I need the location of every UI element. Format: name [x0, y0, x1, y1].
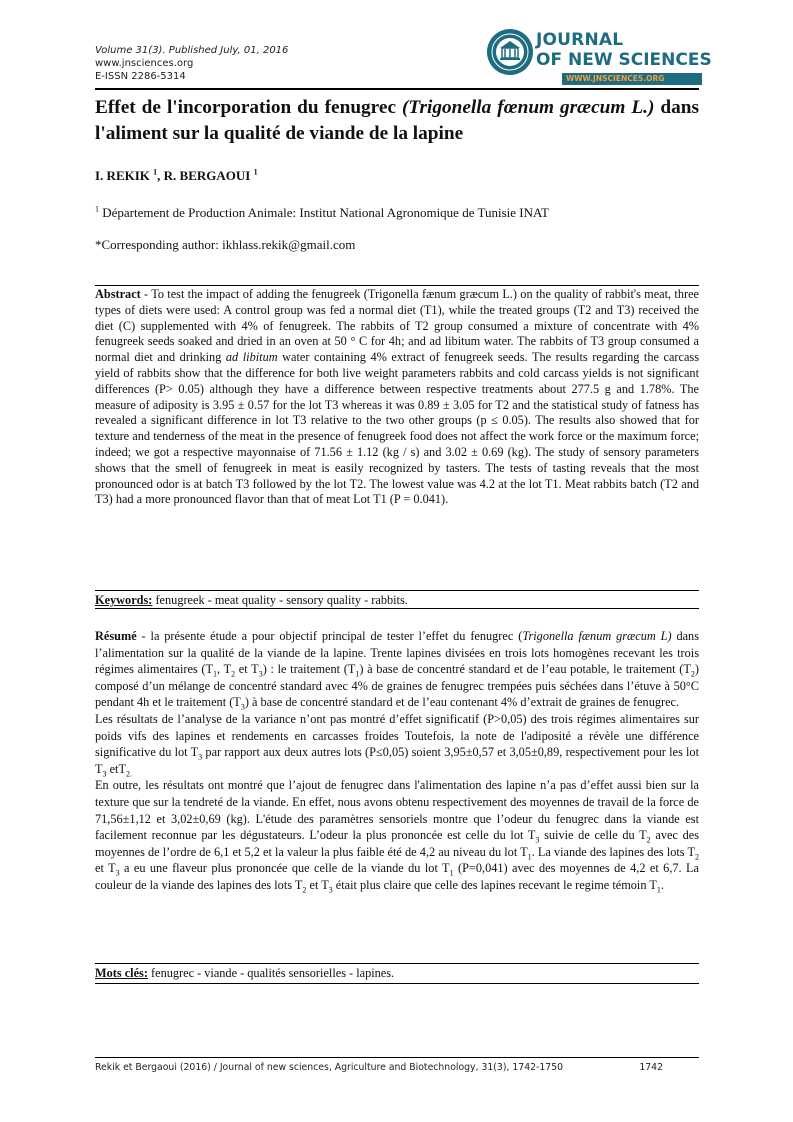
mots-cles-top-rule	[95, 963, 699, 964]
abstract-top-rule	[95, 285, 699, 286]
subscript: 3	[102, 769, 107, 779]
resume-text: et T	[95, 861, 116, 876]
keywords-top-rule	[95, 590, 699, 591]
resume-paragraph-1	[95, 628, 699, 711]
subscript: 3	[328, 885, 333, 895]
resume-label: Résumé	[95, 629, 137, 643]
subscript: 1	[213, 669, 218, 679]
affiliation-sup: 1	[95, 204, 99, 214]
keywords-bottom-rule	[95, 608, 699, 609]
subscript: 1	[449, 868, 454, 878]
subscript: 2	[646, 835, 651, 845]
subscript: 3	[535, 835, 540, 845]
abstract-text-2: water containing 4% extract of fenugreek seeds. The results regarding the carcass yield of rabbits show that the difference for both live weight parameters rabbits and cold carcass yields is not significant differences (P> 0.05) although they have a difference between respective treatments about 277.5 g and 1.78%. The measure of adiposity is 3.95 ± 0.57 for the lot T3 whereas it was 0.89 ± 3.05 for T2 and the statistical study of fatness has revealed a significant difference in lot T3 relative to the two other groups (p ≤ 0.05). The results also showed that for texture and tenderness of the meat in the presence of fenugreek food does not affect the work force or the maximum force; indeed; we got a respective mayonnaise of 71.56 ± 1.12 (kg / s) and 3.02 ± 0.69 (kg). The study of sensory parameters shows that the smell of fenugreek in meat is easily recognized by tasters. The tests of tasting reveals that the most pronounced odor is at batch T3 followed by the lot T2. The lowest value was 4.2 at the lot T1. Meat rabbits batch (T2 and T3) had a more pronounced flavor than that of meat Lot T1 (P = 0.041).	[95, 350, 700, 507]
resume	[95, 628, 699, 894]
subscript: 1	[656, 885, 661, 895]
resume-text: . La viande des lapines des lots T	[531, 844, 695, 859]
resume-species: Trigonella fænum græcum L)	[522, 629, 672, 643]
affiliation	[95, 205, 549, 221]
mots-cles-label: Mots clés:	[95, 966, 148, 980]
affiliation-text: Département de Production Animale: Institut National Agronomique de Tunisie INAT	[99, 205, 549, 220]
mots-cles-text: fenugrec - viande - qualités sensorielles - lapines.	[147, 966, 395, 980]
title-species: (Trigonella fœnum græcum L.)	[402, 97, 655, 118]
abstract-italic: ad libitum	[225, 350, 278, 365]
resume-text: ) : le traitement (T	[262, 662, 356, 677]
corresponding-author: *Corresponding author: ikhlass.rekik@gmail.com	[95, 237, 356, 252]
resume-text: Les résultats de l’analyse de la variance n’ont pas montré d’effet significatif (P>0,05) des trois régimes alimentaires sur poids vifs des lapines et rendements en carcasses froides Toutefois, la note de l'adiposité a révèle une différence significative du lot T	[95, 711, 699, 760]
resume-text: ) à base de concentré standard et de l’eau potable, le traitement (T	[359, 662, 691, 677]
journal-logo	[486, 24, 712, 92]
mots-cles-bottom-rule	[95, 983, 699, 984]
subscript: 3	[198, 752, 203, 762]
header-rule	[95, 88, 699, 90]
resume-text: dans l’alimentation sur la qualité de la viande de la lapine. Trente lapines divisées en trois lots homogènes recevant les trois régimes alimentaires (T	[95, 629, 699, 677]
resume-text: avec des moyennes de l’ordre de 6,1 et 5,2 et la valeur la plus faible été de 4,2 au niveau du lot T	[95, 828, 699, 859]
logo-url: WWW.JNSCIENCES.ORG	[566, 74, 665, 83]
journal-seal-icon	[486, 28, 534, 76]
author-1: I. REKIK	[95, 168, 150, 183]
resume-text: et T	[306, 877, 329, 892]
resume-paragraph-2	[95, 711, 699, 777]
logo-line-new-sciences: OF NEW SCIENCES	[536, 50, 712, 70]
author-2: R. BERGAOUI	[163, 168, 251, 183]
logo-line-journal: JOURNAL	[536, 30, 624, 50]
resume-text: , T	[217, 662, 232, 677]
resume-text: ) composé d’un mélange de concentré standard avec 4% de graines de fenugrec trempées puis séchées dans l’étuve à 50°C pendant 4h et le traitement (T	[95, 662, 699, 710]
resume-text: suivie de celle du T	[539, 828, 647, 843]
resume-text: par rapport aux deux autres lots (P≤0,05) soient 3,95±0,57 et 3,05±0,89, respectivement pour les lot T	[95, 745, 699, 776]
author-1-sup: 1	[153, 167, 158, 177]
abstract-label: Abstract	[95, 287, 141, 301]
author-list	[95, 168, 258, 184]
resume-text: a eu une flaveur plus prononcée que celle de la viande du lot T	[119, 861, 450, 876]
subscript: 3	[240, 702, 245, 712]
page-number: 1742	[639, 1062, 663, 1073]
resume-text: était plus claire que celle des lapines recevant le regime témoin T	[332, 877, 657, 892]
title-part1: Effet de l'incorporation du fenugrec	[95, 97, 402, 118]
footer-citation: Rekik et Bergaoui (2016) / Journal of new sciences, Agriculture and Biotechnology, 31(3), 1742-1750	[95, 1062, 564, 1073]
mots-cles	[95, 966, 394, 981]
subscript: 3	[258, 669, 263, 679]
title-part2: dans l'aliment sur la qualité de viande de la lapine	[95, 97, 699, 144]
keywords	[95, 593, 408, 608]
journal-header-meta	[95, 44, 288, 83]
subscript: 2	[695, 852, 699, 862]
keywords-label: Keywords:	[95, 593, 153, 607]
eissn-line: E-ISSN 2286-5314	[95, 71, 186, 82]
subscript: 1	[527, 852, 532, 862]
subscript: 2	[302, 885, 307, 895]
subscript: 3	[115, 868, 120, 878]
abstract-text-1: - To test the impact of adding the fenugreek (Trigonella fænum græcum L.) on the quality of rabbit's meat, three types of diets were used: A control group was fed a normal diet (T1), while the treated groups (T2 and T3) received the diet (C) supplemented with 4% of fenugreek. The rabbits of T2 group consumed a mixture of concentrate with 4% fenugreek seeds soaked and dried in an oven at 50 ° C for 4h; and ad libitum water. The rabbits of T3 group consumed a normal diet and drinking	[95, 287, 699, 365]
resume-text: .	[660, 877, 664, 892]
author-2-sup: 1	[253, 167, 258, 177]
page-footer	[95, 1062, 699, 1073]
resume-text: (P=0,041) avec des moyennes de 4,2 et 6,7. La couleur de la viande des lapines des lots T	[95, 861, 700, 892]
resume-text: ) à base de concentré standard et de l’eau contenant 4% d’extrait de graines de fenugrec.	[244, 695, 680, 710]
subscript: 2.	[125, 769, 132, 779]
footer-rule	[95, 1057, 699, 1058]
subscript: 2	[231, 669, 236, 679]
website-line: www.jnsciences.org	[95, 58, 194, 69]
resume-text: - la présente étude a pour objectif principal de tester l’effet du fenugrec (	[136, 629, 523, 643]
resume-text: En outre, les résultats ont montré que l’ajout de fenugrec dans l'alimentation des lapine n’a pas d’effet aussi bien sur la texture que sur la tendreté de la viande. En effet, nous avons obtenu respectivement des moyennes de travail de la force de 71,56±1,12 et 3,02±0,69 (kg). L'étude des paramètres sensoriels montre que l’odeur du fenugrec dans la viande est facilement reconnue par les dégustateurs. L’odeur la plus prononcée est celle du lot T	[95, 778, 699, 843]
resume-text: et T	[235, 662, 259, 677]
abstract	[95, 287, 699, 508]
subscript: 2	[690, 669, 695, 679]
keywords-text: fenugreek - meat quality - sensory quality - rabbits.	[152, 593, 408, 607]
volume-line: Volume 31(3). Published July, 01, 2016	[95, 45, 289, 56]
subscript: 1	[355, 669, 360, 679]
article-title	[95, 95, 699, 147]
resume-paragraph-3	[95, 777, 699, 893]
resume-text: etT	[106, 761, 126, 776]
author-sep: ,	[157, 168, 164, 183]
